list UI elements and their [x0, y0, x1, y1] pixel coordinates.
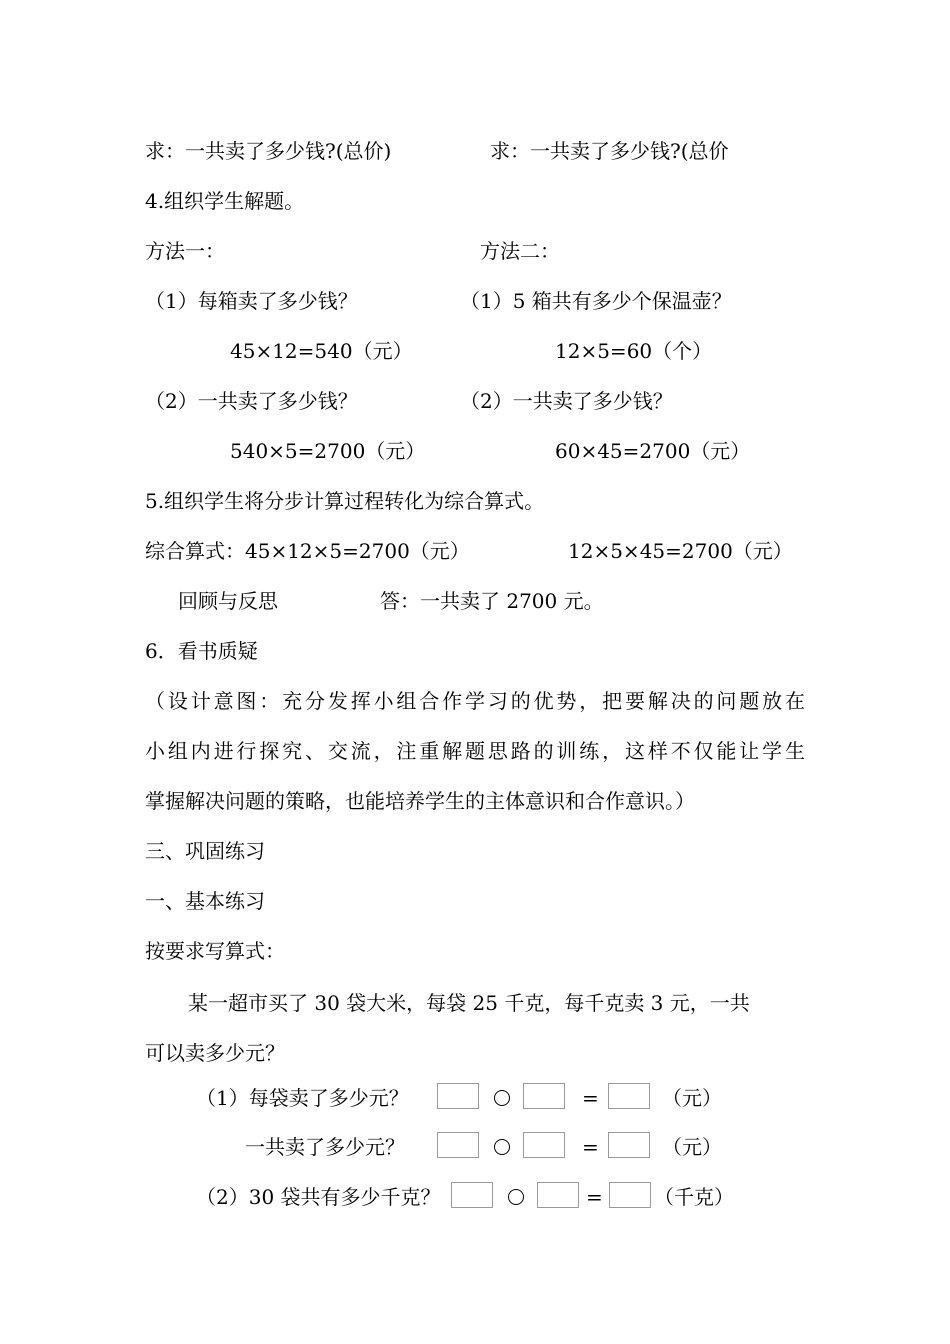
- text-line: （1）每箱卖了多少钱？: [145, 289, 358, 313]
- text-line: 答：一共卖了 2700 元。: [380, 589, 604, 613]
- paragraph-line: （设计意图：充分发挥小组合作学习的优势，把要解决的问题放在: [145, 689, 805, 713]
- answer-box[interactable]: [609, 1182, 651, 1208]
- text-line: 按要求写算式：: [145, 939, 285, 963]
- paragraph-line: 掌握解决问题的策略，也能培养学生的主体意识和合作意识。）: [145, 789, 695, 813]
- answer-box[interactable]: [537, 1182, 579, 1208]
- answer-box[interactable]: [437, 1083, 479, 1109]
- text-line: 求：一共卖了多少钱?(总价): [145, 139, 392, 163]
- text-line: （1）5 箱共有多少个保温壶？: [460, 289, 732, 313]
- text-line: 求：一共卖了多少钱?(总价: [490, 139, 729, 163]
- answer-box[interactable]: [523, 1083, 565, 1109]
- equation: 12×5×45=2700（元）: [568, 539, 793, 563]
- exercise-question: 一共卖了多少元？: [245, 1135, 405, 1159]
- operator-circle[interactable]: [494, 1090, 510, 1106]
- unit-label: （千克）: [654, 1185, 734, 1209]
- equation: 60×45=2700（元）: [555, 439, 751, 463]
- paragraph-line: 某一超市买了 30 袋大米，每袋 25 千克，每千克卖 3 元，一共: [188, 991, 750, 1015]
- text-line: （2）一共卖了多少钱？: [145, 389, 358, 413]
- equals-sign: =: [582, 1135, 599, 1159]
- exercise-question: （2）30 袋共有多少千克？: [196, 1185, 441, 1209]
- text-line: 方法二：: [480, 239, 560, 263]
- text-line: （2）一共卖了多少钱？: [460, 389, 673, 413]
- answer-box[interactable]: [451, 1182, 493, 1208]
- answer-box[interactable]: [608, 1083, 650, 1109]
- operator-circle[interactable]: [508, 1189, 524, 1205]
- equation: 综合算式：45×12×5=2700（元）: [145, 539, 470, 563]
- section-heading: 4.组织学生解题。: [145, 189, 305, 213]
- equals-sign: =: [586, 1185, 603, 1209]
- answer-box[interactable]: [523, 1132, 565, 1158]
- equation: 540×5=2700（元）: [230, 439, 426, 463]
- answer-box[interactable]: [608, 1132, 650, 1158]
- unit-label: （元）: [662, 1135, 722, 1159]
- section-heading: 6．看书质疑: [145, 639, 258, 663]
- section-heading: 三、巩固练习: [145, 839, 265, 863]
- text-line: 方法一：: [145, 239, 225, 263]
- answer-box[interactable]: [437, 1132, 479, 1158]
- paragraph-line: 可以卖多少元？: [145, 1041, 285, 1065]
- section-heading: 一、基本练习: [145, 889, 265, 913]
- unit-label: （元）: [662, 1086, 722, 1110]
- equals-sign: =: [582, 1086, 599, 1110]
- equation: 12×5=60（个）: [555, 339, 713, 363]
- section-heading: 5.组织学生将分步计算过程转化为综合算式。: [145, 489, 545, 513]
- operator-circle[interactable]: [494, 1139, 510, 1155]
- text-line: 回顾与反思: [178, 589, 278, 613]
- equation: 45×12=540（元）: [230, 339, 413, 363]
- exercise-question: （1）每袋卖了多少元？: [196, 1086, 409, 1110]
- paragraph-line: 小组内进行探究、交流，注重解题思路的训练，这样不仅能让学生: [145, 739, 805, 763]
